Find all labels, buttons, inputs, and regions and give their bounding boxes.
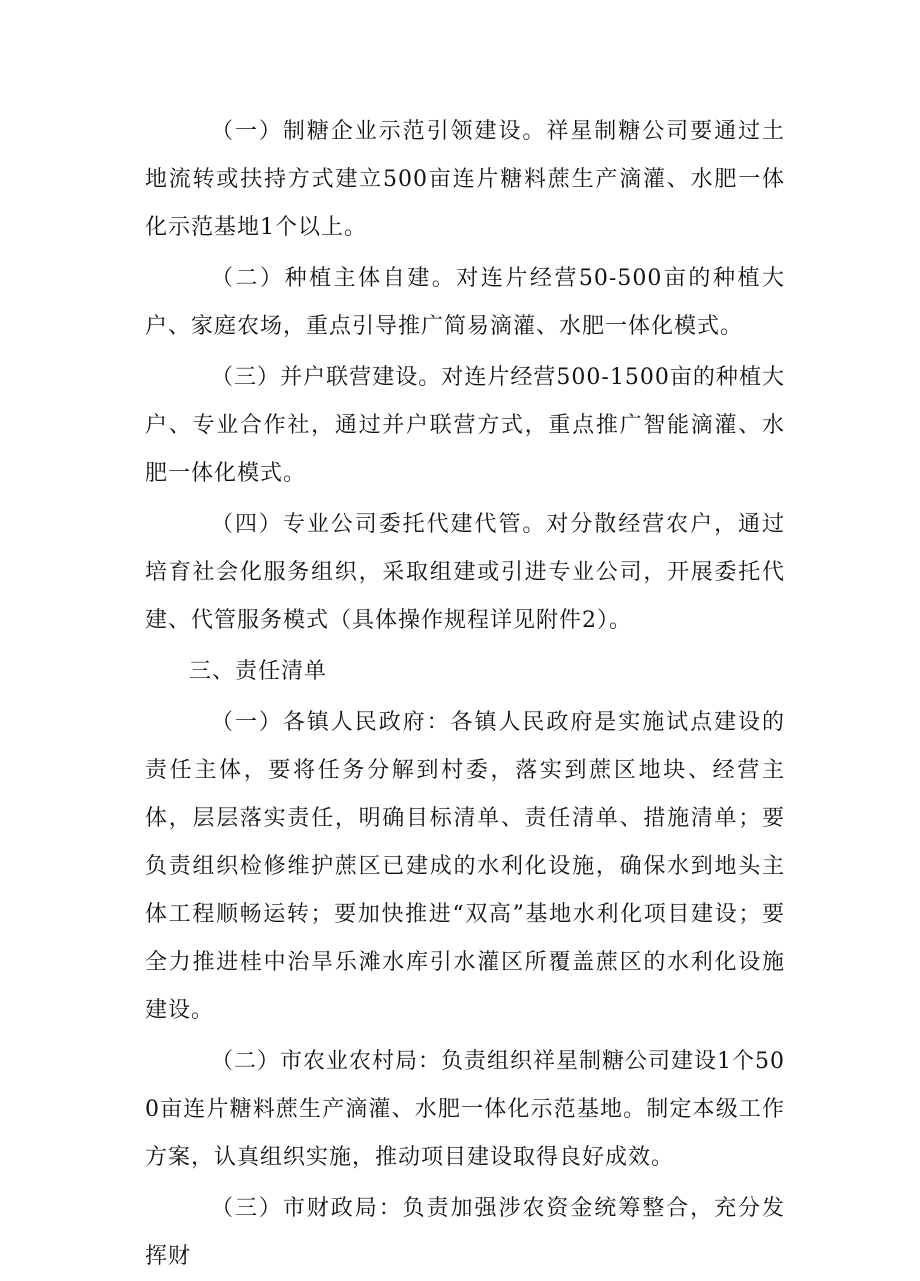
paragraph-agriculture-bureau: （二）市农业农村局：负责组织祥星制糖公司建设1个500亩连片糖料蔗生产滴灌、水肥一体化示范基地。制定本级工作方案，认真组织实施，推动项目建设取得良好成效。 xyxy=(145,1049,785,1170)
paragraph-planting-self-build: （二）种植主体自建。对连片经营50-500亩的种植大户、家庭农场，重点引导推广简易滴灌、水肥一体化模式。 xyxy=(145,266,785,339)
paragraph-sugar-enterprise-demo: （一）制糖企业示范引领建设。祥星制糖公司要通过土地流转或扶持方式建立500亩连片糖料蔗生产滴灌、水肥一体化示范基地1个以上。 xyxy=(145,119,785,240)
paragraph-entrusted-construction: （四）专业公司委托代建代管。对分散经营农户，通过培育社会化服务组织，采取组建或引进专业公司，开展委托代建、代管服务模式（具体操作规程详见附件2）。 xyxy=(145,512,785,633)
paragraph-town-governments: （一）各镇人民政府：各镇人民政府是实施试点建设的责任主体，要将任务分解到村委，落实到蔗区地块、经营主体，层层落实责任，明确目标清单、责任清单、措施清单；要负责组织检修维护蔗区已建成的水利化设施，确保水到地头主体工程顺畅运转；要加快推进“双高”基地水利化项目建设；要全力推进桂中治旱乐滩水库引水灌区所覆盖蔗区的水利化设施建设。 xyxy=(145,710,785,1023)
paragraph-finance-bureau: （三）市财政局：负责加强涉农资金统筹整合，充分发挥财 xyxy=(145,1196,785,1269)
document-body xyxy=(145,108,785,1281)
paragraph-joint-operation: （三）并户联营建设。对连片经营500-1500亩的种植大户、专业合作社，通过并户联营方式，重点推广智能滴灌、水肥一体化模式。 xyxy=(145,365,785,486)
section-heading-responsibility-list: 三、责任清单 xyxy=(189,659,328,684)
